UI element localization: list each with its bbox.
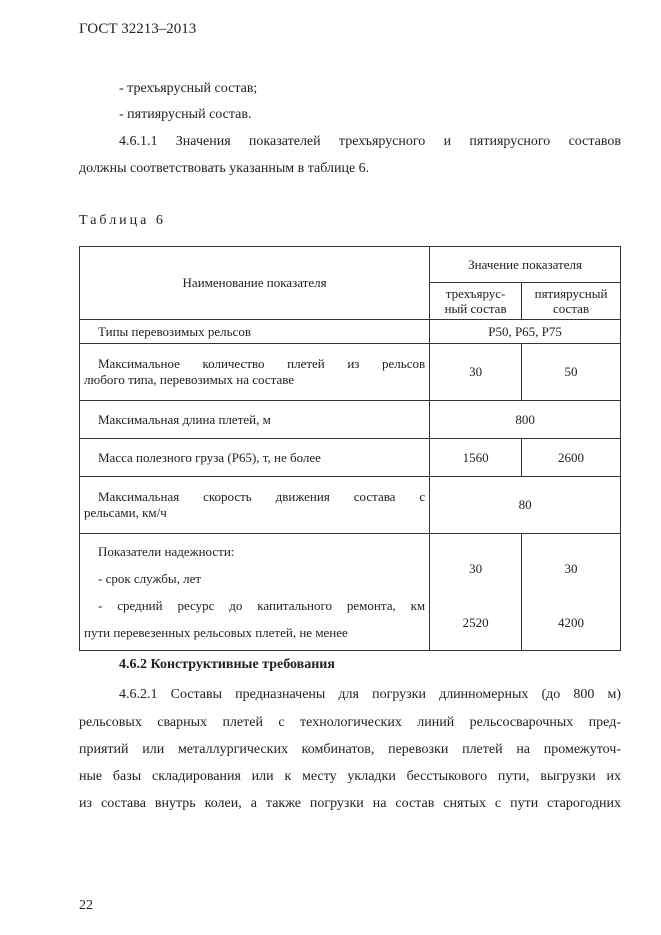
paragraph-line: приятий или металлургических комбинатов, перевозки плетей на промежуточ-: [79, 742, 621, 757]
row-value: 800: [430, 401, 621, 439]
header-five-tier: пятиярусный состав: [522, 283, 621, 320]
row-name-line2: любого типа, перевозимых на составе: [84, 372, 295, 387]
reliability-title: Показатели надежности:: [98, 544, 235, 559]
table-caption: Таблица 6: [79, 213, 166, 228]
indicators-table: [79, 246, 621, 651]
paragraph-line: 4.6.2.1 Составы предназначены для погрузки длинномерных (до 800 м): [119, 687, 621, 702]
reliability-item-service-life: - срок службы, лет: [98, 571, 202, 586]
row-value: Р50, Р65, Р75: [430, 320, 621, 344]
row-name: [80, 344, 430, 401]
row-value-five: 2600: [522, 439, 621, 477]
header-indicator-name: Наименование показателя: [80, 247, 430, 320]
row-name-line2: рельсами, км/ч: [84, 505, 167, 520]
value-resource-five: 4200: [558, 615, 585, 630]
paragraph-4-6-1-1-line1: 4.6.1.1 Значения показателей трехъярусного и пятиярусного составов: [119, 134, 621, 149]
header-three-tier: трехъярус- ный состав: [430, 283, 522, 320]
list-item: - трехъярусный состав;: [119, 81, 258, 96]
reliability-item-resource-line2: пути перевезенных рельсовых плетей, не менее: [84, 625, 348, 640]
row-name: Максимальная длина плетей, м: [80, 401, 430, 439]
row-value-three: 30: [430, 344, 522, 401]
header-indicator-value: Значение показателя: [430, 247, 621, 283]
row-name: Масса полезного груза (Р65), т, не более: [80, 439, 430, 477]
section-title: 4.6.2 Конструктивные требования: [119, 657, 335, 672]
value-service-life-three: 30: [469, 561, 483, 576]
paragraph-line: из состава внутрь колеи, а также погрузки на состав снятых с пути старогодних: [79, 796, 621, 811]
row-name-line1: Максимальная скорость движения состава с: [98, 489, 426, 504]
value-service-life-five: 30: [564, 561, 578, 576]
value-resource-three: 2520: [462, 615, 489, 630]
paragraph-line: рельсовых сварных плетей с технологических линий рельсосварочных пред-: [79, 715, 621, 730]
row-value-three: [430, 534, 522, 651]
row-name: [80, 534, 430, 651]
row-name: [80, 477, 430, 534]
reliability-item-resource-line1: - средний ресурс до капитального ремонта, км: [98, 598, 426, 613]
row-value: 80: [430, 477, 621, 534]
row-name-line1: Максимальное количество плетей из рельсов: [98, 356, 426, 371]
row-value-five: 50: [522, 344, 621, 401]
row-value-three: 1560: [430, 439, 522, 477]
list-item: - пятиярусный состав.: [119, 107, 252, 122]
document-header: ГОСТ 32213–2013: [79, 21, 197, 37]
row-name: Типы перевозимых рельсов: [80, 320, 430, 344]
row-value-five: [522, 534, 621, 651]
paragraph-4-6-1-1-line2: должны соответствовать указанным в таблице 6.: [79, 161, 370, 176]
paragraph-line: ные базы складирования или к месту укладки бесстыкового пути, выгрузки их: [79, 769, 621, 784]
page-number: 22: [79, 898, 93, 913]
